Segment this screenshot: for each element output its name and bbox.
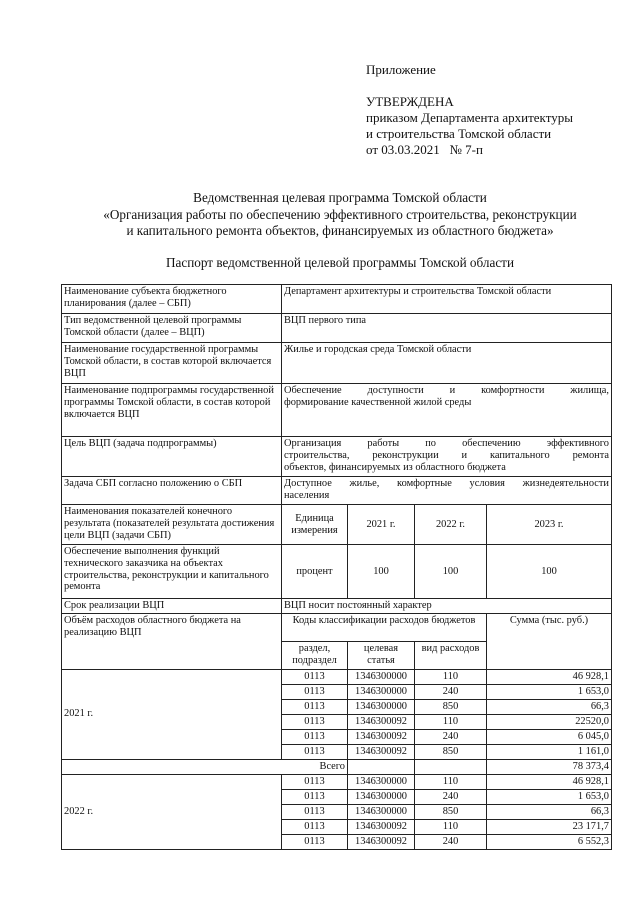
table-row bbox=[62, 613, 612, 641]
term-label: Срок реализации ВЦП bbox=[62, 599, 282, 614]
table-row bbox=[62, 599, 612, 614]
task-value-line-1: Доступное жилье, комфортные условия жизнедеятельности bbox=[284, 478, 609, 489]
expense-kind-cell: 850 bbox=[415, 699, 487, 714]
table-row bbox=[62, 437, 612, 477]
table-row bbox=[62, 669, 612, 684]
table-row bbox=[62, 285, 612, 314]
total-sum-2021: 78 373,4 bbox=[487, 759, 612, 774]
subprogram-label: Наименование подпрограммы государственной программы Томской области, в состав которой включается ВЦП bbox=[62, 384, 282, 437]
expense-kind-cell: 110 bbox=[415, 669, 487, 684]
expense-article-cell: 1346300092 bbox=[348, 819, 415, 834]
passport-table bbox=[61, 284, 612, 850]
indicator-value-2022: 100 bbox=[415, 545, 487, 599]
approval-block bbox=[366, 62, 573, 158]
passport-title: Паспорт ведомственной целевой программы Томской области bbox=[165, 255, 515, 270]
indicator-name: Обеспечение выполнения функций технического заказчика на объектах строительства, реконструкции и капитального ремонта bbox=[62, 545, 282, 599]
table-row bbox=[62, 477, 612, 505]
year-header-2021: 2021 г. bbox=[348, 505, 415, 545]
sbp-value: Департамент архитектуры и строительства Томской области bbox=[282, 285, 612, 314]
expense-section-cell: 0113 bbox=[282, 669, 348, 684]
indicator-value-2021: 100 bbox=[348, 545, 415, 599]
task-value bbox=[282, 477, 612, 505]
goal-value bbox=[282, 437, 612, 477]
expense-sum-cell: 1 161,0 bbox=[487, 744, 612, 759]
table-row bbox=[62, 505, 612, 545]
year-header-2023: 2023 г. bbox=[487, 505, 612, 545]
expense-section-cell: 0113 bbox=[282, 819, 348, 834]
state-program-label: Наименование государственной программы Томской области, в состав которой включается ВЦП bbox=[62, 343, 282, 384]
section-header: раздел, подраздел bbox=[282, 641, 348, 669]
expense-article-cell: 1346300000 bbox=[348, 789, 415, 804]
expense-kind-cell: 110 bbox=[415, 774, 487, 789]
expense-article-cell: 1346300000 bbox=[348, 804, 415, 819]
expense-kind-cell: 850 bbox=[415, 744, 487, 759]
expense-section-cell: 0113 bbox=[282, 774, 348, 789]
table-row bbox=[62, 545, 612, 599]
program-title-line-2: «Организация работы по обеспечению эффективного строительства, реконструкции bbox=[103, 206, 577, 222]
appendix-label: Приложение bbox=[366, 62, 436, 77]
expense-article-cell: 1346300000 bbox=[348, 669, 415, 684]
goal-value-line-1: Организация работы по обеспечению эффективного bbox=[284, 438, 609, 449]
table-row bbox=[62, 343, 612, 384]
program-title bbox=[40, 190, 640, 240]
expense-section-cell: 0113 bbox=[282, 834, 348, 849]
expense-kind-cell: 240 bbox=[415, 684, 487, 699]
type-label: Тип ведомственной целевой программы Томской области (далее – ВЦП) bbox=[62, 314, 282, 343]
expense-sum-cell: 1 653,0 bbox=[487, 684, 612, 699]
order-line-1: приказом Департамента архитектуры bbox=[366, 110, 573, 125]
total-label: Всего bbox=[62, 759, 348, 774]
expense-article-cell: 1346300092 bbox=[348, 834, 415, 849]
goal-value-line-2: строительства, реконструкции и капитального ремонта bbox=[284, 449, 609, 461]
expense-sum-cell: 6 045,0 bbox=[487, 729, 612, 744]
year-header-2022: 2022 г. bbox=[415, 505, 487, 545]
expense-kind-cell: 110 bbox=[415, 714, 487, 729]
expense-article-cell: 1346300000 bbox=[348, 684, 415, 699]
expense-sum-cell: 6 552,3 bbox=[487, 834, 612, 849]
task-value-line-2: населения bbox=[284, 489, 330, 501]
table-row bbox=[62, 384, 612, 437]
expense-sum-cell: 23 171,7 bbox=[487, 819, 612, 834]
expense-article-cell: 1346300000 bbox=[348, 774, 415, 789]
target-article-header: целевая статья bbox=[348, 641, 415, 669]
expense-kind-cell: 240 bbox=[415, 834, 487, 849]
program-title-line-3: и капитального ремонта объектов, финансируемых из областного бюджета» bbox=[126, 223, 554, 238]
approved-label: УТВЕРЖДЕНА bbox=[366, 94, 454, 109]
expense-sum-cell: 22520,0 bbox=[487, 714, 612, 729]
type-value: ВЦП первого типа bbox=[282, 314, 612, 343]
expense-sum-cell: 1 653,0 bbox=[487, 789, 612, 804]
expense-section-cell: 0113 bbox=[282, 729, 348, 744]
goal-label: Цель ВЦП (задача подпрограммы) bbox=[62, 437, 282, 477]
expense-sum-cell: 46 928,1 bbox=[487, 774, 612, 789]
expense-article-cell: 1346300000 bbox=[348, 699, 415, 714]
unit-header: Единица измерения bbox=[282, 505, 348, 545]
total-row-2021 bbox=[62, 759, 612, 774]
expense-section-cell: 0113 bbox=[282, 744, 348, 759]
expense-article-cell: 1346300092 bbox=[348, 729, 415, 744]
expense-kind-cell: 240 bbox=[415, 729, 487, 744]
expense-sum-cell: 66,3 bbox=[487, 804, 612, 819]
expense-year-cell: 2021 г. bbox=[62, 669, 282, 759]
expense-section-cell: 0113 bbox=[282, 684, 348, 699]
indicator-unit: процент bbox=[282, 545, 348, 599]
expense-article-cell: 1346300092 bbox=[348, 744, 415, 759]
task-label: Задача СБП согласно положению о СБП bbox=[62, 477, 282, 505]
indicator-value-2023: 100 bbox=[487, 545, 612, 599]
expense-section-cell: 0113 bbox=[282, 714, 348, 729]
sum-header: Сумма (тыс. руб.) bbox=[487, 613, 612, 669]
sbp-label: Наименование субъекта бюджетного планирования (далее – СБП) bbox=[62, 285, 282, 314]
expenses-label: Объём расходов областного бюджета на реализацию ВЦП bbox=[62, 613, 282, 669]
subprogram-value bbox=[282, 384, 612, 437]
expense-year-cell: 2022 г. bbox=[62, 774, 282, 849]
expense-sum-cell: 66,3 bbox=[487, 699, 612, 714]
expense-section-cell: 0113 bbox=[282, 699, 348, 714]
expense-sum-cell: 46 928,1 bbox=[487, 669, 612, 684]
order-date: от 03.03.2021 № 7-п bbox=[366, 142, 483, 157]
expense-kind-cell: 110 bbox=[415, 819, 487, 834]
term-value: ВЦП носит постоянный характер bbox=[282, 599, 612, 614]
state-program-value: Жилье и городская среда Томской области bbox=[282, 343, 612, 384]
expense-section-cell: 0113 bbox=[282, 789, 348, 804]
codes-header: Коды классификации расходов бюджетов bbox=[282, 613, 487, 641]
expense-kind-cell: 850 bbox=[415, 804, 487, 819]
indicators-label: Наименования показателей конечного результата (показателей результата достижения цели ВЦП (задачи СБП) bbox=[62, 505, 282, 545]
expense-kind-header: вид расходов bbox=[415, 641, 487, 669]
expense-section-cell: 0113 bbox=[282, 804, 348, 819]
table-row bbox=[62, 774, 612, 789]
table-row bbox=[62, 314, 612, 343]
expense-article-cell: 1346300092 bbox=[348, 714, 415, 729]
program-title-line-1: Ведомственная целевая программа Томской области bbox=[193, 190, 487, 205]
subprogram-value-line-1: Обеспечение доступности и комфортности жилища, bbox=[284, 385, 609, 396]
expense-kind-cell: 240 bbox=[415, 789, 487, 804]
goal-value-line-3: объектов, финансируемых из областного бюджета bbox=[284, 461, 506, 473]
order-line-2: и строительства Томской области bbox=[366, 126, 552, 141]
subprogram-value-line-2: формирование качественной жилой среды bbox=[284, 396, 472, 408]
